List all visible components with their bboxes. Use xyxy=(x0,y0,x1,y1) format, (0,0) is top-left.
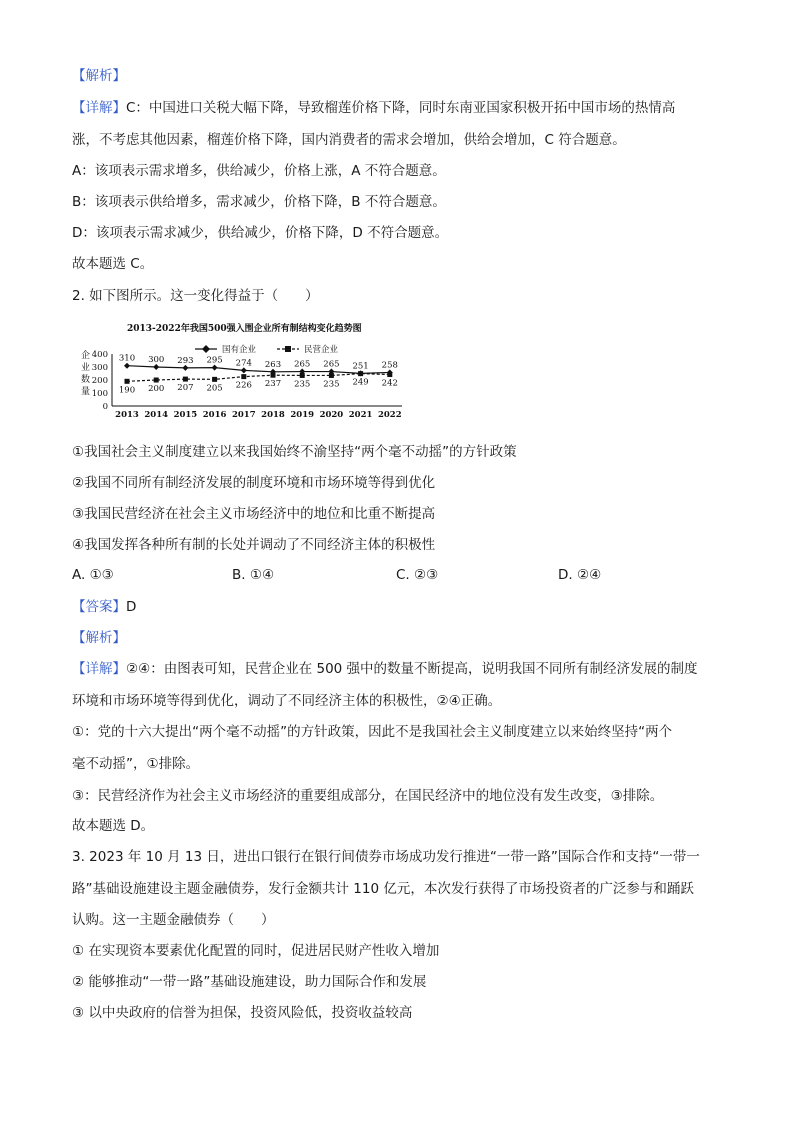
x-axis-ticks xyxy=(115,410,402,420)
soe-data-label: 258 xyxy=(381,360,398,371)
private-point xyxy=(329,373,334,378)
private-data-label: 249 xyxy=(352,377,369,388)
x-tick-label: 2021 xyxy=(348,410,373,420)
private-series-line xyxy=(127,374,390,382)
soe-data-label: 300 xyxy=(148,355,165,365)
private-point xyxy=(358,371,363,376)
y-tick-label: 400 xyxy=(91,350,108,360)
detail-line: ①：党的十六大提出“两个毫不动摇”的方针政策，因此不是我国社会主义制度建立以来始终坚持“两个 xyxy=(72,724,673,740)
option-d-explanation: D：该项表示需求减少，供给减少，价格下降，D 不符合题意。 xyxy=(72,225,449,241)
y-label-char: 数 xyxy=(81,375,91,385)
statement-2: ②我国不同所有制经济发展的制度环境和市场环境等得到优化 xyxy=(72,475,436,491)
statement-3: ③ 以中央政府的信誉为担保，投资风险低，投资收益较高 xyxy=(72,1005,413,1021)
option-d: D. ②④ xyxy=(558,567,602,583)
question-stem: 2. 如下图所示。这一变化得益于（ ） xyxy=(72,288,319,304)
x-tick-label: 2022 xyxy=(377,410,402,420)
detail-line: 【详解】C：中国进口关税大幅下降，导致榴莲价格下降，同时东南亚国家积极开拓中国市场的热情高 xyxy=(72,100,676,116)
private-point xyxy=(212,377,217,382)
private-data-label: 207 xyxy=(177,383,194,394)
x-tick-label: 2017 xyxy=(231,410,256,420)
answer-label: 【答案】 xyxy=(72,599,126,615)
statement-2: ② 能够推动“一带一路”基础设施建设，助力国际合作和发展 xyxy=(72,974,427,990)
answer-line xyxy=(72,597,136,617)
private-data-label: 226 xyxy=(235,380,252,391)
detail-line: 环境和市场环境等得到优化，调动了不同经济主体的积极性，②④正确。 xyxy=(72,693,502,709)
x-tick-label: 2015 xyxy=(173,410,198,420)
private-data-label: 200 xyxy=(148,384,165,394)
option-b-explanation: B：该项表示供给增多，需求减少，价格下降，B 不符合题意。 xyxy=(72,194,446,210)
detail-label: 【详解】 xyxy=(72,100,126,116)
y-axis-label xyxy=(81,349,90,397)
statement-3: ③我国民营经济在社会主义市场经济中的地位和比重不断提高 xyxy=(72,506,436,522)
soe-data-label: 265 xyxy=(323,359,340,370)
x-tick-label: 2019 xyxy=(290,410,315,420)
y-tick-label: 0 xyxy=(102,402,108,412)
x-tick-label: 2018 xyxy=(261,410,285,420)
analysis-heading: 【解析】 xyxy=(72,68,126,84)
ownership-trend-chart xyxy=(72,318,412,424)
private-point xyxy=(183,377,188,382)
soe-data-label: 263 xyxy=(264,359,282,370)
question-stem: 认购。这一主题金融债券（ ） xyxy=(72,912,275,928)
y-tick-label: 300 xyxy=(91,363,108,373)
soe-data-label: 251 xyxy=(352,361,369,372)
analysis-heading: 【解析】 xyxy=(72,630,126,646)
chart-title: 2013-2022年我国500强入围企业所有制结构变化趋势图 xyxy=(127,324,362,334)
detail-line: 毫不动摇”，①排除。 xyxy=(72,756,200,772)
private-point xyxy=(241,374,246,379)
y-tick-label: 200 xyxy=(91,376,108,386)
private-data-label: 190 xyxy=(118,385,136,396)
x-tick-label: 2013 xyxy=(115,410,139,420)
private-point xyxy=(125,379,130,384)
conclusion: 故本题选 C。 xyxy=(72,256,154,272)
statement-1: ① 在实现资本要素优化配置的同时，促进居民财产性收入增加 xyxy=(72,943,440,959)
option-a-explanation: A：该项表示需求增多，供给减少，价格上涨，A 不符合题意。 xyxy=(72,163,446,179)
detail-line: 【详解】②④：由图表可知，民营企业在 500 强中的数量不断提高，说明我国不同所有制经济发展的制度 xyxy=(72,661,698,677)
private-point xyxy=(154,378,159,383)
private-data-label: 235 xyxy=(323,379,340,390)
series-layer xyxy=(119,354,398,396)
legend-soe-label: 国有企业 xyxy=(222,345,257,355)
question-stem: 路”基础设施建设主题金融债券，发行金额共计 110 亿元，本次发行获得了市场投资者的广泛参与和踊跃 xyxy=(72,881,694,897)
y-label-char: 量 xyxy=(81,387,91,397)
chart-legend xyxy=(195,344,339,355)
private-data-label: 237 xyxy=(264,379,282,390)
soe-data-label: 293 xyxy=(177,355,194,366)
y-label-char: 企 xyxy=(81,351,91,361)
option-a: A. ①③ xyxy=(72,567,114,583)
conclusion: 故本题选 D。 xyxy=(72,818,155,834)
soe-data-label: 274 xyxy=(235,358,252,369)
x-tick-label: 2014 xyxy=(144,410,169,420)
y-axis-ticks xyxy=(92,350,108,412)
option-c: C. ②③ xyxy=(396,567,439,583)
y-label-char: 业 xyxy=(81,363,91,373)
soe-data-label: 310 xyxy=(118,353,136,364)
private-data-label: 205 xyxy=(206,383,223,394)
detail-line: ③：民营经济作为社会主义市场经济的重要组成部分，在国民经济中的地位没有发生改变，③排除。 xyxy=(72,788,664,804)
private-point xyxy=(387,372,392,377)
private-data-label: 242 xyxy=(381,378,398,389)
x-tick-label: 2016 xyxy=(202,410,227,420)
soe-series-line xyxy=(127,366,390,374)
private-data-label: 235 xyxy=(294,379,311,390)
answer-value: D xyxy=(126,599,137,615)
private-point xyxy=(271,373,276,378)
statement-4: ④我国发挥各种所有制的长处并调动了不同经济主体的积极性 xyxy=(72,537,436,553)
soe-data-label: 265 xyxy=(294,359,311,370)
private-point xyxy=(300,373,305,378)
soe-data-label: 295 xyxy=(206,355,223,366)
option-b: B. ①④ xyxy=(232,567,275,583)
statement-1: ①我国社会主义制度建立以来我国始终不渝坚持“两个毫不动摇”的方针政策 xyxy=(72,444,517,460)
question-stem: 3. 2023 年 10 月 13 日，进出口银行在银行间债券市场成功发行推进“一带一路”国际合作和支持“一带一 xyxy=(72,849,700,865)
legend-private-marker xyxy=(285,346,291,352)
detail-label: 【详解】 xyxy=(72,661,126,677)
legend-private-label: 民营企业 xyxy=(304,345,339,355)
y-tick-label: 100 xyxy=(91,389,108,399)
x-tick-label: 2020 xyxy=(319,410,344,420)
detail-line: 涨，不考虑其他因素，榴莲价格下降，国内消费者的需求会增加，供给会增加，C 符合题意。 xyxy=(72,132,626,148)
legend-soe-marker xyxy=(202,345,210,353)
